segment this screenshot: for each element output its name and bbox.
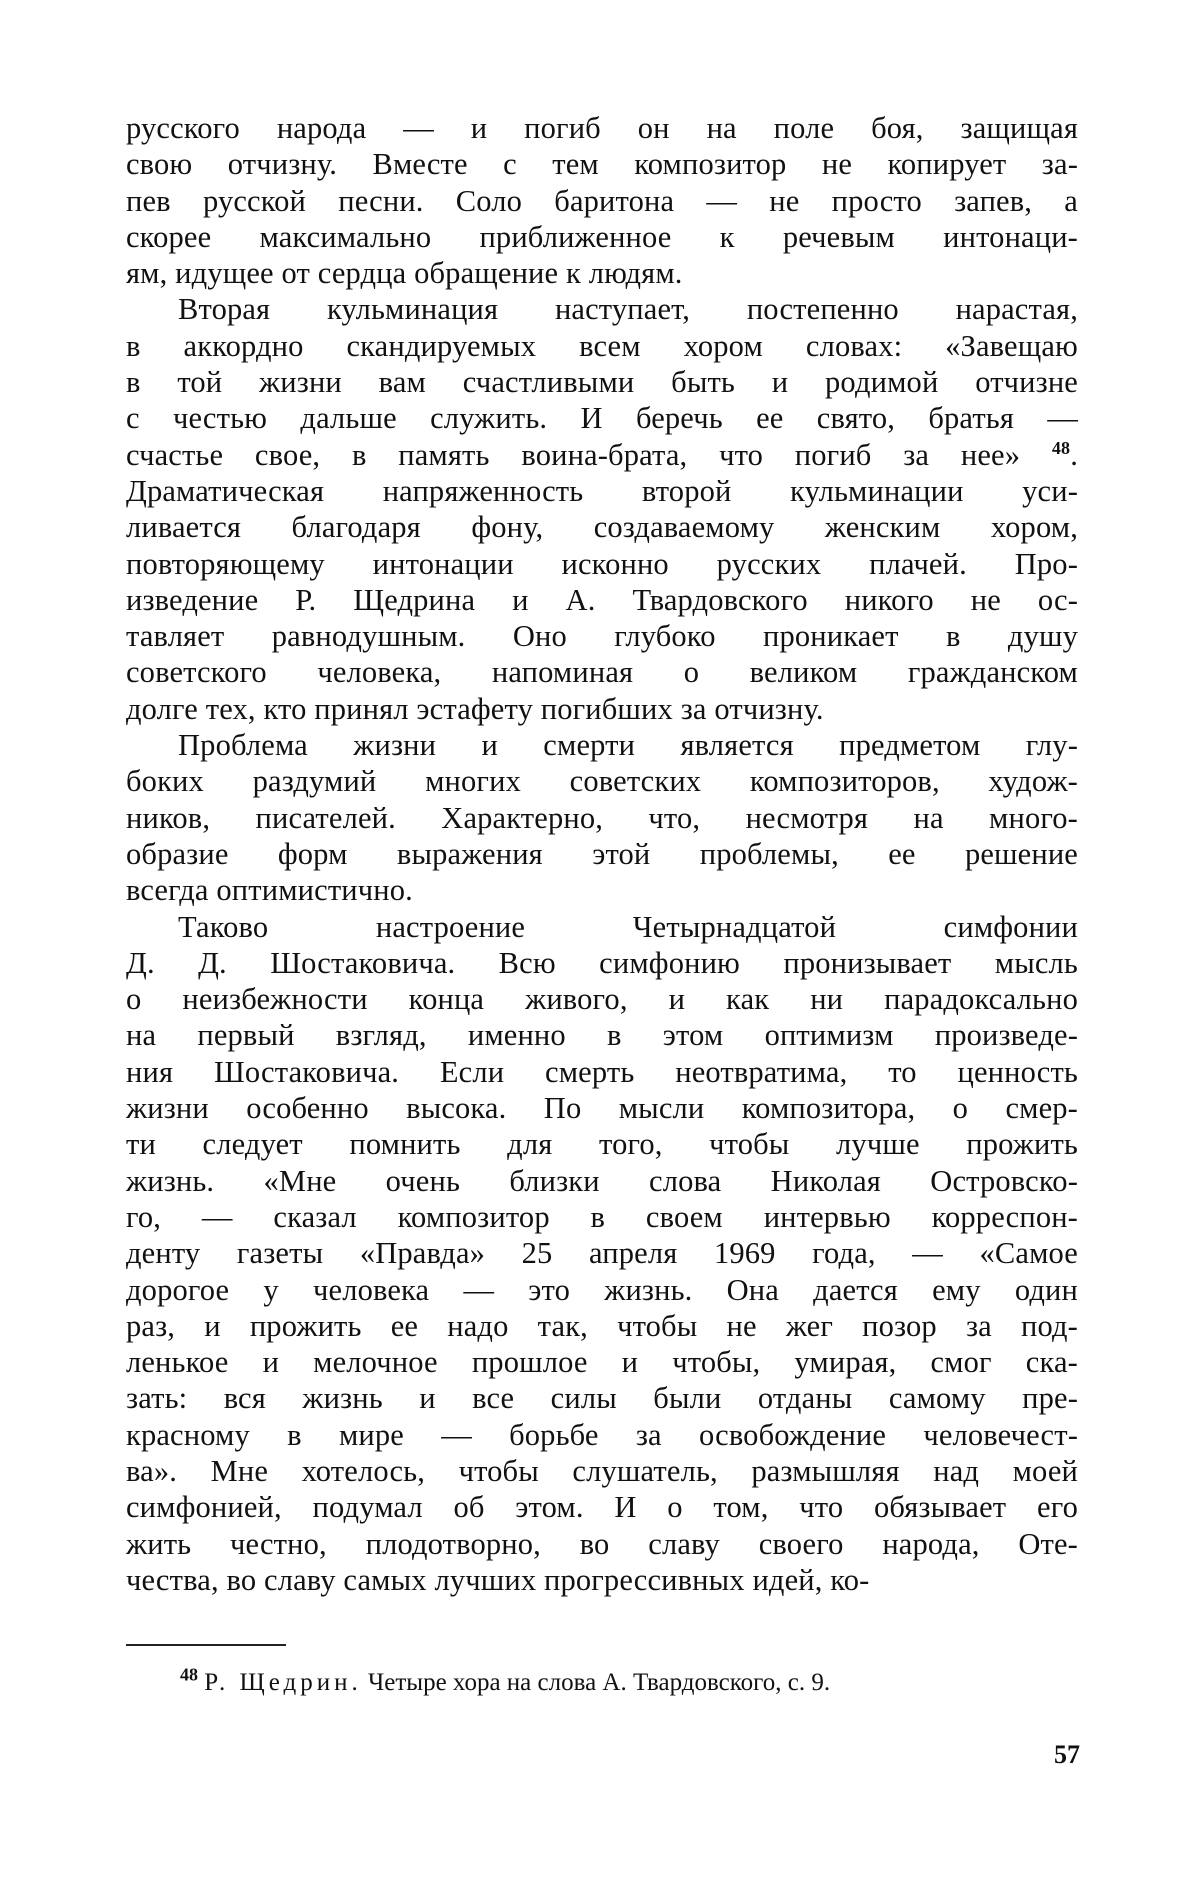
text-line: с честью дальше служить. И беречь ее свято, братья — — [126, 401, 1078, 436]
footnote-divider — [126, 1644, 286, 1646]
paragraph — [126, 291, 1078, 727]
text-line: пев русской песни. Соло баритона — не просто запев, а — [126, 183, 1078, 218]
text-line: симфонией, подумал об этом. И о том, что обязывает его — [126, 1490, 1078, 1525]
text-line: красному в мире — борьбе за освобождение человечест- — [126, 1417, 1078, 1452]
text-line: в той жизни вам счастливыми быть и родимой отчизне — [126, 365, 1078, 400]
footnote-author: Р. Щедрин. — [204, 1669, 362, 1696]
text-line: всегда оптимистично. — [126, 873, 413, 908]
text-line: скорее максимально приближенное к речевым интонаци- — [126, 219, 1078, 254]
text-line: Драматическая напряженность второй кульминации уси- — [126, 473, 1078, 508]
text-line: Вторая кульминация наступает, постепенно нарастая, — [178, 292, 1078, 327]
text-line: на первый взгляд, именно в этом оптимизм произведе- — [126, 1018, 1078, 1053]
text-line: ти следует помнить для того, чтобы лучше прожить — [126, 1127, 1078, 1162]
footnote-number: 48 — [180, 1664, 198, 1685]
text-line: ников, писателей. Характерно, что, несмотря на много- — [126, 800, 1078, 835]
text-line: тавляет равнодушным. Оно глубоко проникает в душу — [126, 619, 1078, 654]
footnote — [180, 1664, 1080, 1698]
text-line: русского народа — и погиб он на поле боя, защищая — [126, 111, 1078, 145]
text-line: ливается благодаря фону, создаваемому женским хором, — [126, 510, 1078, 545]
text-line: чества, во славу самых лучших прогрессивных идей, ко- — [126, 1562, 870, 1597]
text-line: жизнь. «Мне очень близки слова Николая Островско- — [126, 1163, 1078, 1198]
text-line: денту газеты «Правда» 25 апреля 1969 года, — «Самое — [126, 1236, 1078, 1271]
text-line: жизни особенно высока. По мысли композитора, о смер- — [126, 1091, 1078, 1126]
text-line: в аккордно скандируемых всем хором словах: «Завещаю — [126, 328, 1078, 363]
footnote-text: Четыре хора на слова А. Твардовского, с. 9. — [368, 1669, 831, 1696]
text-line: зать: вся жизнь и все силы были отданы самому пре- — [126, 1381, 1078, 1416]
text-line: Проблема жизни и смерти является предметом глу- — [178, 728, 1078, 763]
main-text — [126, 110, 1078, 1598]
text-line: ям, идущее от сердца обращение к людям. — [126, 256, 683, 291]
text-line: советского человека, напоминая о великом гражданском — [126, 655, 1078, 690]
footnote-reference: 48 — [1051, 437, 1071, 458]
text-line: образие форм выражения этой проблемы, ее решение — [126, 836, 1078, 871]
text-line: ния Шостаковича. Если смерть неотвратима, то ценность — [126, 1054, 1078, 1089]
text-line: ва». Мне хотелось, чтобы слушатель, размышляя над моей — [126, 1453, 1078, 1488]
text-line: раз, и прожить ее надо так, чтобы не жег позор за под- — [126, 1308, 1078, 1343]
text-line: долге тех, кто принял эстафету погибших за отчизну. — [126, 691, 824, 726]
page-body — [126, 110, 1078, 1598]
text-line: Д. Д. Шостаковича. Всю симфонию пронизывает мысль — [126, 945, 1078, 980]
page-number: 57 — [1054, 1740, 1080, 1769]
text-line: повторяющему интонации исконно русских плачей. Про- — [126, 546, 1078, 581]
paragraph — [126, 909, 1078, 1599]
text-line: свою отчизну. Вместе с тем композитор не копирует за- — [126, 147, 1078, 182]
text-line: дорогое у человека — это жизнь. Она дается ему один — [126, 1272, 1078, 1307]
text-line: го, — сказал композитор в своем интервью корреспон- — [126, 1199, 1078, 1234]
paragraph — [126, 110, 1078, 291]
text-line: счастье свое, в память воина-брата, что погиб за нее» $^{48}$. — [126, 437, 1078, 472]
text-line: боких раздумий многих советских композиторов, худож- — [126, 764, 1078, 799]
text-line: изведение Р. Щедрина и А. Твардовского никого не ос- — [126, 582, 1078, 617]
text-line: жить честно, плодотворно, во славу своего народа, Оте- — [126, 1526, 1078, 1561]
paragraph — [126, 727, 1078, 908]
text-line: ленькое и мелочное прошлое и чтобы, умирая, смог ска- — [126, 1345, 1078, 1380]
text-line: о неизбежности конца живого, и как ни парадоксально — [126, 982, 1078, 1017]
text-line: Таково настроение Четырнадцатой симфонии — [178, 909, 1078, 944]
